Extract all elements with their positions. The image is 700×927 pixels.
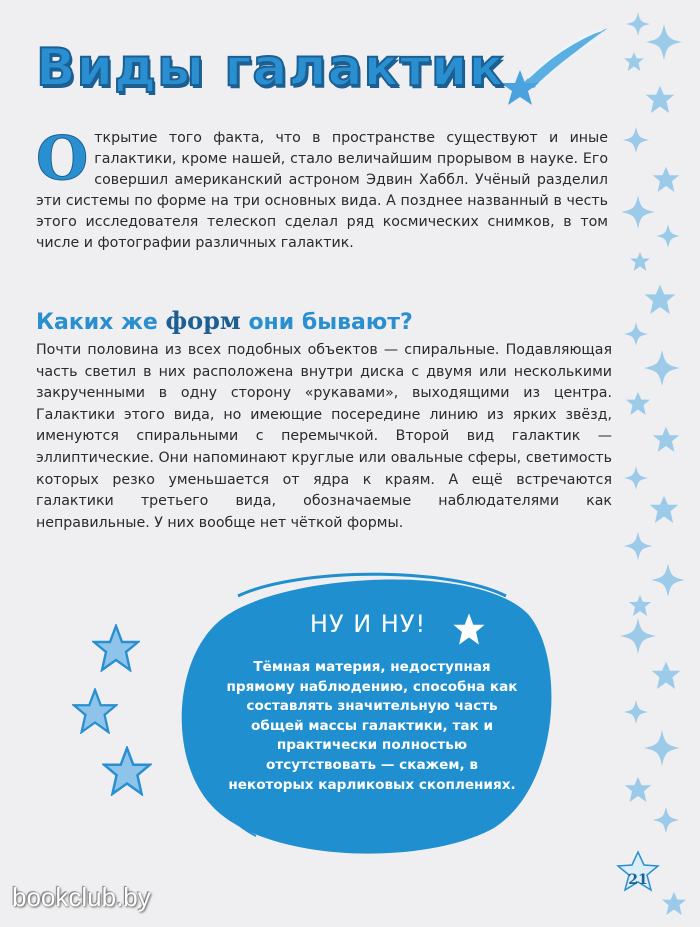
comet-icon (490, 26, 610, 116)
fact-box-heading: НУ И НУ! (309, 610, 427, 638)
star-icon (92, 624, 140, 672)
subtitle-before: Каких же (36, 310, 166, 335)
subtitle-accent: форм (165, 306, 241, 335)
intro-text: ткрытие того факта, что в пространстве существуют и иные галактики, кроме нашей, стало величайшим прорывом в науке. Его совершил американский астроном Эдвин Хаббл. Учёный разделил эти системы по форме на три основных вида. А позднее названный в честь этого исследователя телескоп сделал ряд космических снимков, в том числе и фотографии различных галактик. (36, 130, 608, 251)
section-subtitle (36, 306, 413, 335)
subtitle-after: они бывают? (240, 310, 413, 335)
sparkle-column (614, 0, 700, 927)
page-number: 21 (628, 872, 648, 888)
intro-paragraph (36, 124, 608, 254)
star-icon (72, 688, 118, 734)
body-paragraph: Почти половина из всех подобных объектов — спиральные. Подавляющая часть светил в них расположена внутри диска с двумя или несколькими закрученными в одну сторону «рукавами», выходящими из центра. Галактики этого вида, но имеющие посередине линию из ярких звёзд, именуются спиральными с перемычкой. Второй вид галактик — эллиптические. Они напоминают круглые или овальные сферы, светимость которых резко уменьшается от ядра к краям. А ещё встречаются галактики третьего вида, обозначаемые наблюдателями как неправильные. У них вообще нет чёткой формы. (36, 342, 612, 531)
drop-cap: О (36, 124, 89, 194)
star-icon (102, 746, 152, 796)
watermark: bookclub.by (12, 882, 151, 912)
fact-box-text: Тёмная материя, недоступная прямому наблюдению, способна как составлять значительную часть общей массы галактики, так и практически полностью отсутствовать — скажем, в некоторых карликовых скоплениях. (226, 659, 518, 793)
page-title: Виды галактик (36, 38, 505, 98)
